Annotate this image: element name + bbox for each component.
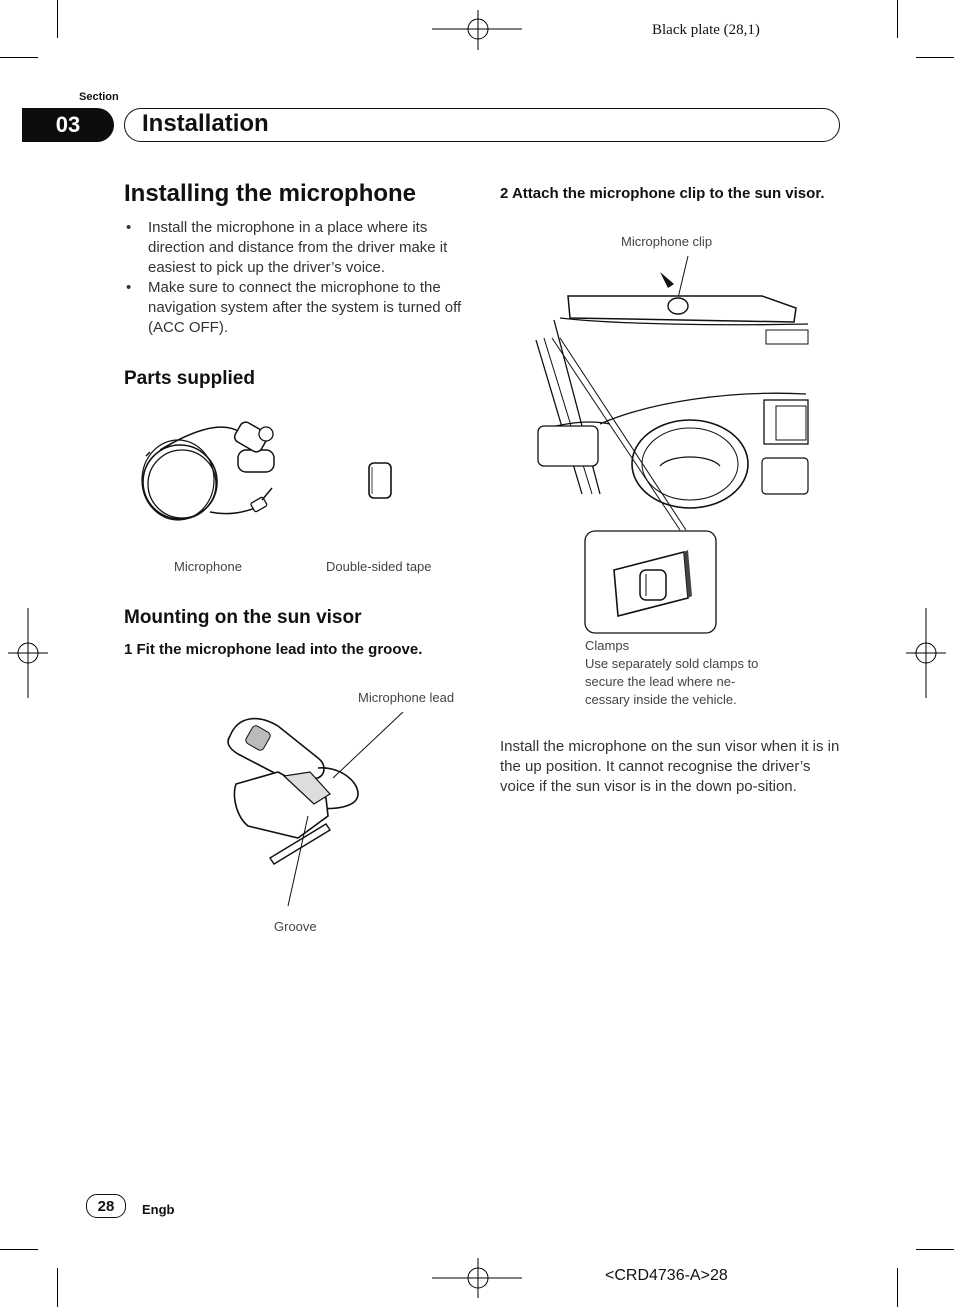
step-1-text: 1 Fit the microphone lead into the groove. <box>124 641 423 658</box>
section-label: Section <box>79 91 119 103</box>
groove-label: Groove <box>274 919 317 934</box>
car-interior-illustration <box>530 254 810 539</box>
registration-mark-top <box>432 10 524 50</box>
crop-mark <box>0 1249 38 1250</box>
bullet-icon: • <box>126 279 132 296</box>
crop-mark <box>916 57 954 58</box>
tape-caption: Double-sided tape <box>326 559 432 574</box>
bullet-icon: • <box>126 219 132 236</box>
registration-mark-right <box>906 608 946 698</box>
crop-mark <box>0 57 38 58</box>
sun-visor-note: Install the microphone on the sun visor when it is in the up position. It cannot recognise the driver’s voice if the sun visor is in the down po-sition. <box>500 738 840 795</box>
crop-mark <box>897 1268 898 1307</box>
section-title: Installation <box>142 110 269 137</box>
crop-mark <box>57 0 58 38</box>
parts-heading: Parts supplied <box>124 368 255 389</box>
bullet-item <box>124 218 474 278</box>
step-2-text: 2 Attach the microphone clip to the sun visor. <box>500 185 825 202</box>
microphone-caption: Microphone <box>174 559 242 574</box>
crop-mark <box>916 1249 954 1250</box>
language-code: Engb <box>142 1202 175 1217</box>
clamps-note: Use separately sold clamps to secure the lead where ne-cessary inside the vehicle. <box>585 656 759 707</box>
clamps-title: Clamps <box>585 638 630 653</box>
crop-mark <box>57 1268 58 1307</box>
registration-mark-left <box>8 608 48 698</box>
microphone-lead-label: Microphone lead <box>358 690 455 705</box>
intro-bullet-list <box>124 218 474 338</box>
crop-mark <box>897 0 898 38</box>
page-title: Installing the microphone <box>124 180 417 207</box>
page-number: 28 <box>86 1194 126 1218</box>
plate-label: Black plate (28,1) <box>652 22 760 38</box>
microphone-clip-label: Microphone clip <box>621 234 713 249</box>
section-number: 03 <box>22 108 114 142</box>
microphone-illustration <box>140 412 290 527</box>
bullet-item <box>124 278 474 338</box>
mounting-heading: Mounting on the sun visor <box>124 607 362 628</box>
bullet-text: Make sure to connect the microphone to the navigation system after the system is turned off (ACC OFF). <box>148 279 462 336</box>
document-code: <CRD4736-A>28 <box>605 1267 728 1284</box>
bullet-text: Install the microphone in a place where its direction and distance from the driver make it easiest to pick up the driver’s voice. <box>148 219 448 276</box>
double-sided-tape-illustration <box>368 462 394 500</box>
groove-illustration <box>218 706 408 916</box>
clamps-illustration <box>584 530 718 636</box>
registration-mark-bottom <box>432 1258 524 1298</box>
